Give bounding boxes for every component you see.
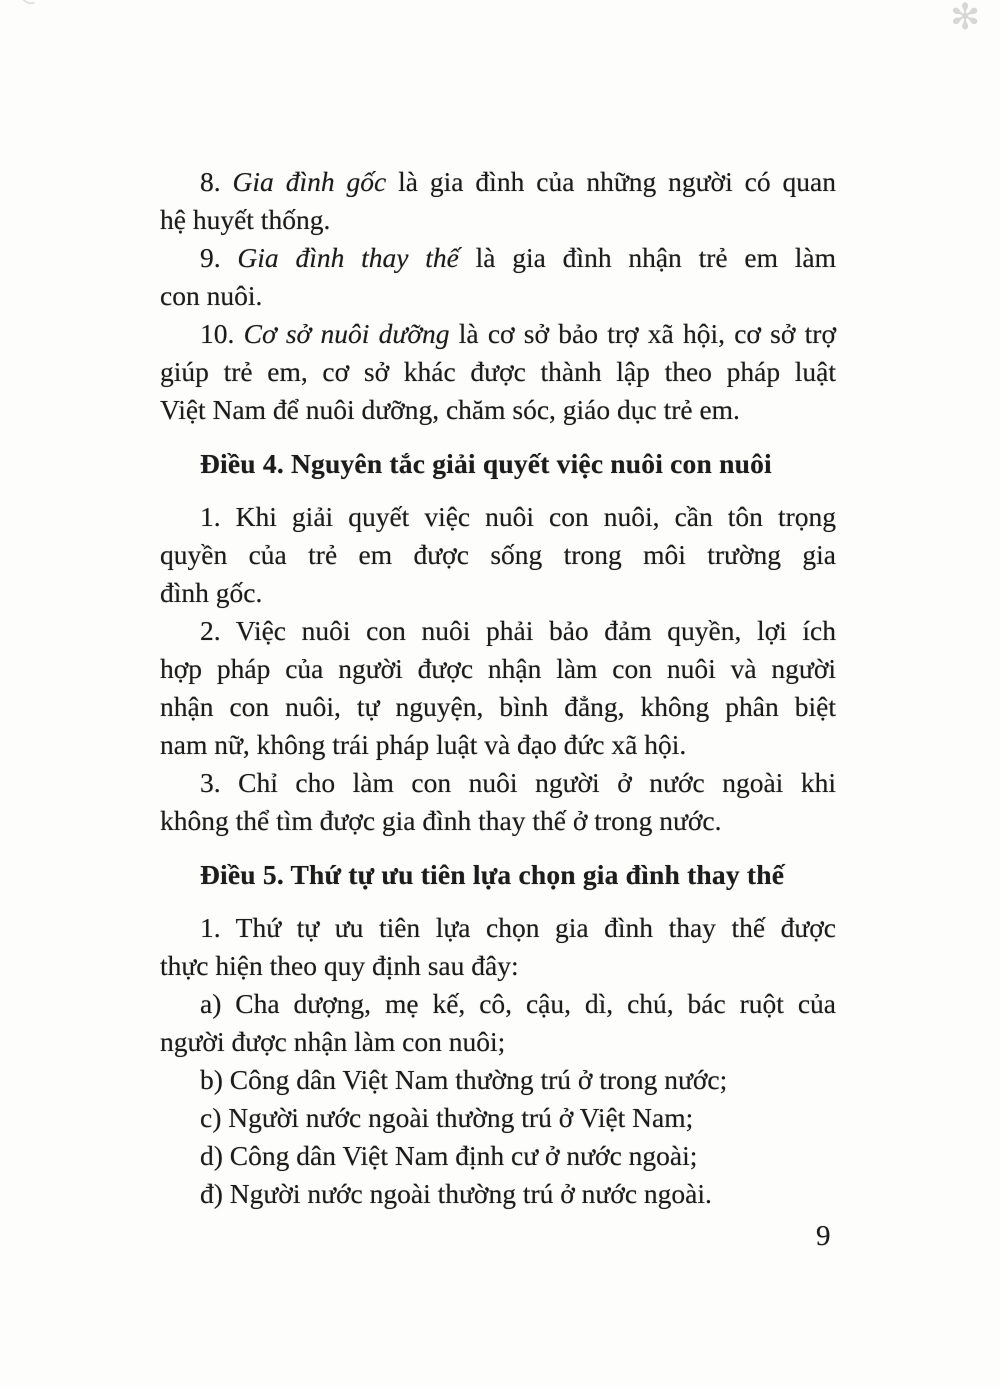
defined-term: Gia đình gốc [232,166,387,197]
point-c [160,1099,836,1137]
page-body-text [160,163,836,1213]
definition-item-10 [160,315,836,429]
point-a [160,985,836,1061]
defined-term: Cơ sở nuôi dưỡng [243,318,450,349]
text-line: 2. Việc nuôi con nuôi phải bảo đảm quyền, lợi ích [200,615,836,646]
text-line: 1. Khi giải quyết việc nuôi con nuôi, cần tôn trọng [200,501,836,532]
text-line: không thể tìm được gia đình thay thế ở trong nước. [160,805,722,836]
text-line: giúp trẻ em, cơ sở khác được thành lập theo pháp luật [160,356,836,387]
clause-4-3 [160,764,836,840]
point-d [160,1137,836,1175]
text-line [160,239,836,277]
clause-4-2 [160,612,836,764]
definition-item-9 [160,239,836,315]
text-line: nhận con nuôi, tự nguyện, bình đẳng, không phân biệt [160,691,836,722]
scan-artifact [21,0,35,6]
page-number: 9 [816,1220,831,1252]
clause-4-1 [160,498,836,612]
clause-5-1 [160,909,836,985]
text-line: đ) Người nước ngoài thường trú ở nước ngoài. [200,1178,712,1209]
text-line: 1. Thứ tự ưu tiên lựa chọn gia đình thay thế được [200,912,836,943]
text-line: hợp pháp của người được nhận làm con nuôi và người [160,653,836,684]
definition-item-8 [160,163,836,239]
text-line: Việt Nam để nuôi dưỡng, chăm sóc, giáo dục trẻ em. [160,394,740,425]
text-line: người được nhận làm con nuôi; [160,1026,506,1057]
item-number: 8. [200,166,233,197]
text-line: a) Cha dượng, mẹ kế, cô, cậu, dì, chú, bác ruột của [200,988,836,1019]
line-text: là gia đình của những người có quan [386,166,836,197]
text-line: d) Công dân Việt Nam định cư ở nước ngoài; [200,1140,698,1171]
item-number: 10. [200,318,244,349]
text-line: hệ huyết thống. [160,204,331,235]
text-line [160,315,836,353]
text-line: con nuôi. [160,280,263,311]
text-line: nam nữ, không trái pháp luật và đạo đức xã hội. [160,729,687,760]
defined-term: Gia đình thay thế [237,242,459,273]
line-text: là gia đình nhận trẻ em làm [458,242,836,273]
text-line: đình gốc. [160,577,263,608]
point-dd [160,1175,836,1213]
text-line: quyền của trẻ em được sống trong môi trường gia [160,539,836,570]
line-text: là cơ sở bảo trợ xã hội, cơ sở trợ [449,318,836,349]
flower-ornament-icon: ✻ [950,0,981,38]
text-line: c) Người nước ngoài thường trú ở Việt Nam; [200,1102,694,1133]
item-number: 9. [200,242,238,273]
text-line: thực hiện theo quy định sau đây: [160,950,519,981]
article-heading-dieu-5: Điều 5. Thứ tự ưu tiên lựa chọn gia đình thay thế [200,859,785,890]
point-b [160,1061,836,1099]
article-heading-dieu-4: Điều 4. Nguyên tắc giải quyết việc nuôi con nuôi [200,448,772,479]
text-line: 3. Chỉ cho làm con nuôi người ở nước ngoài khi [200,767,836,798]
text-line: b) Công dân Việt Nam thường trú ở trong nước; [200,1064,728,1095]
text-line [160,163,836,201]
